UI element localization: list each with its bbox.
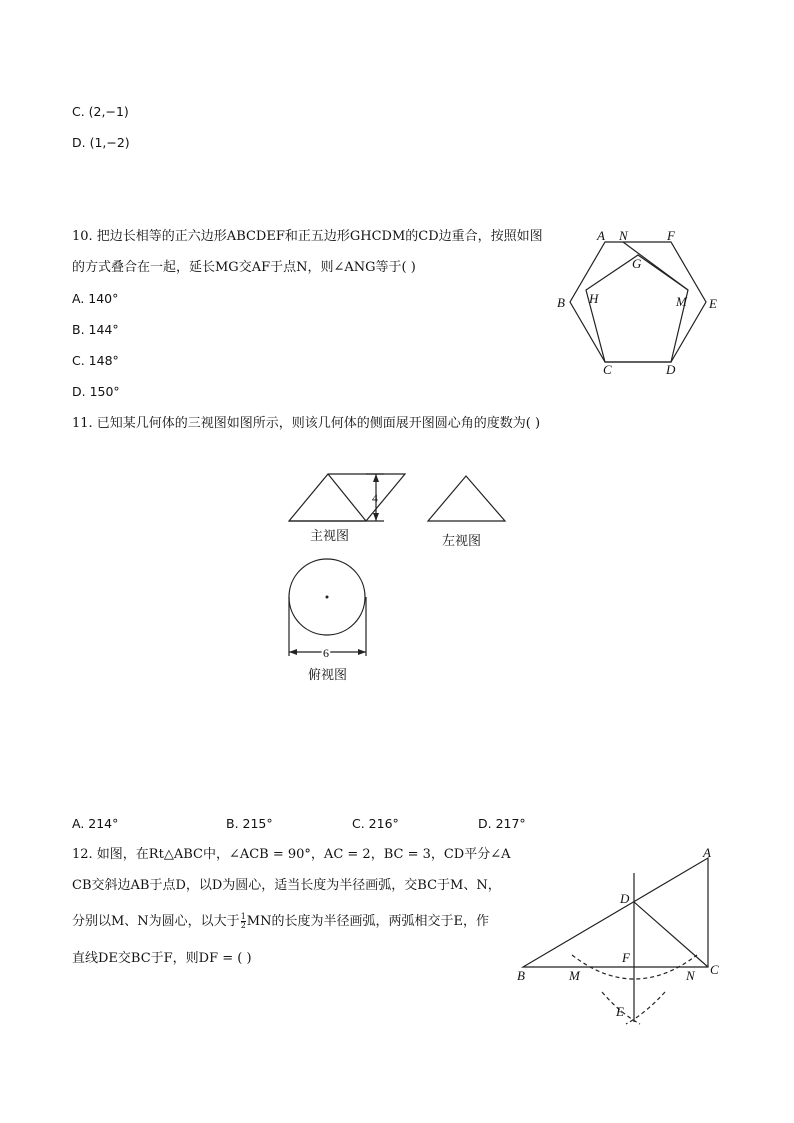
q10-stem-line2: 的方式叠合在一起，延长MG交AF于点N，则∠ANG等于( ) xyxy=(72,260,416,275)
q10-option-c: C. 148° xyxy=(72,353,119,368)
arc-from-n xyxy=(626,992,665,1024)
top-view-caption: 俯视图 xyxy=(308,668,348,683)
label-F: F xyxy=(622,950,630,965)
q12-triangle-figure xyxy=(510,840,730,1030)
q11-option-b: B. 215° xyxy=(226,816,273,831)
label-A: A xyxy=(703,845,711,860)
q12-stem-line2: CB交斜边AB于点D，以D为圆心，适当长度为半径画弧，交BC于M、N， xyxy=(72,878,501,893)
front-view-caption: 主视图 xyxy=(310,529,350,544)
q12-stem-line3-pre: 分别以M、N为圆心，以大于 xyxy=(72,914,240,929)
label-F: F xyxy=(667,228,675,243)
q10-hexagon-pentagon-figure xyxy=(550,224,730,384)
q12-stem-line3 xyxy=(72,913,489,930)
label-D: D xyxy=(620,891,630,906)
label-C: C xyxy=(710,962,719,977)
q9-option-d: D. (1,−2) xyxy=(72,135,130,150)
left-view-caption: 左视图 xyxy=(442,534,482,549)
label-M: M xyxy=(676,294,687,309)
triangle-abc xyxy=(523,858,708,967)
label-E: E xyxy=(616,1004,624,1019)
one-half-fraction: $\frac{1}{2}$ xyxy=(240,912,246,930)
width-label: 6 xyxy=(323,646,329,660)
q9-option-c: C. (2,−1) xyxy=(72,104,129,119)
q11-option-a: A. 214° xyxy=(72,816,119,831)
label-G: G xyxy=(632,256,642,271)
q10-stem-line1: 10. 把边长相等的正六边形ABCDEF和正五边形GHCDM的CD边重合，按照如图 xyxy=(72,229,543,244)
q12-stem-line4: 直线DE交BC于F，则DF = ( ) xyxy=(72,951,252,966)
label-D: D xyxy=(666,362,676,377)
bisector-cd xyxy=(634,902,708,967)
label-N: N xyxy=(619,228,628,243)
pentagon-ghcdm xyxy=(586,255,688,362)
q11-option-c: C. 216° xyxy=(352,816,399,831)
label-H: H xyxy=(589,291,599,306)
label-E: E xyxy=(709,296,717,311)
label-B: B xyxy=(557,295,565,310)
label-C: C xyxy=(603,362,612,377)
label-M: M xyxy=(569,968,580,983)
height-label: 4 xyxy=(372,491,378,505)
q10-option-a: A. 140° xyxy=(72,291,119,306)
q11-option-d: D. 217° xyxy=(478,816,526,831)
q10-option-d: D. 150° xyxy=(72,384,120,399)
label-N: N xyxy=(686,968,695,983)
q11-stem: 11. 已知某几何体的三视图如图所示，则该几何体的侧面展开图圆心角的度数为( ) xyxy=(72,416,541,431)
q10-option-b: B. 144° xyxy=(72,322,119,337)
label-A: A xyxy=(597,228,605,243)
q12-stem-line1: 12. 如图，在Rt△ABC中，∠ACB = 90°，AC = 2，BC = 3，CD平分∠A xyxy=(72,847,511,862)
left-view-shape xyxy=(428,476,505,521)
q11-three-views-figure xyxy=(280,468,520,688)
q12-stem-line3-post: MN的长度为半径画弧，两弧相交于E，作 xyxy=(246,914,489,929)
label-B: B xyxy=(517,968,525,983)
